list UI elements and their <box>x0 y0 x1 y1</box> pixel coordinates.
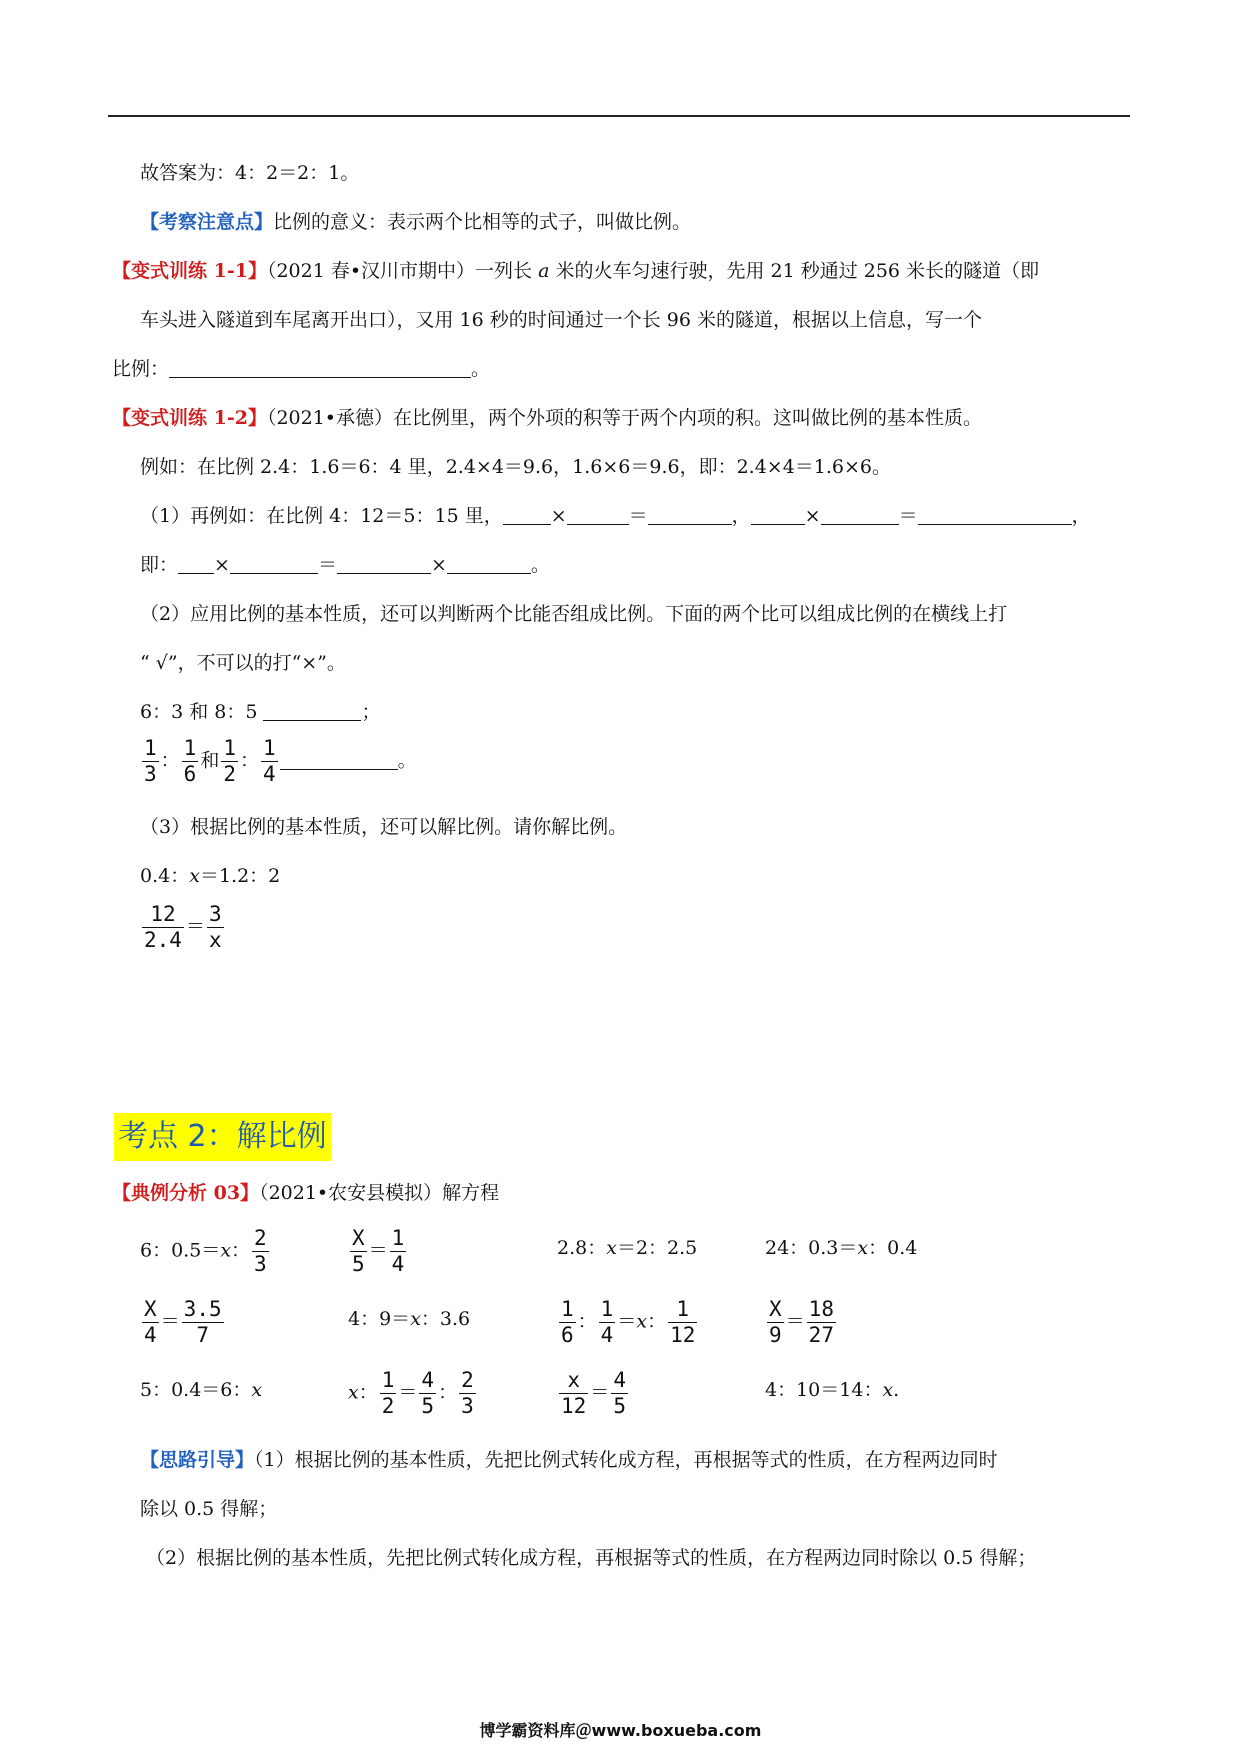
ratio-label: 比例： <box>112 358 170 380</box>
fraction <box>807 1299 836 1346</box>
numerator: 2 <box>254 1226 267 1250</box>
denominator: 9 <box>769 1323 782 1347</box>
equation-1 <box>140 1228 271 1275</box>
answer-text: 故答案为：4：2＝2：1。 <box>140 162 360 184</box>
denominator: 3 <box>461 1394 474 1418</box>
equals-sign: ＝ <box>628 505 648 527</box>
equation-11 <box>557 1370 630 1417</box>
q2-item1 <box>140 699 381 725</box>
section-2-heading: 考点 2：解比例 <box>114 1113 331 1161</box>
equals-sign: ＝ <box>590 1381 610 1404</box>
typical-example-text: （2021•农安县模拟）解方程 <box>259 1182 500 1204</box>
numerator: 1 <box>263 736 276 760</box>
denominator: 5 <box>421 1394 435 1418</box>
equation-7 <box>557 1299 699 1346</box>
denominator: 3 <box>254 1252 267 1276</box>
q3-line <box>140 814 627 840</box>
variant-1-2-line1 <box>112 405 982 431</box>
variant-1-1-line1 <box>112 258 1039 284</box>
variant-1-1-text-c: 车头进入隧道到车尾离开出口），又用 16 秒的时间通过一个长 96 米的隧道，根据以上信息，写一个 <box>140 309 983 331</box>
q3-eq1-b: ＝1.2：2 <box>199 865 281 887</box>
fraction <box>221 738 238 785</box>
colon: ： <box>231 1239 251 1262</box>
q1-blank-4[interactable] <box>751 504 805 525</box>
q1-blank-9[interactable] <box>337 553 431 574</box>
variable-x: x <box>348 1381 359 1404</box>
q3-eq1 <box>140 863 280 889</box>
period: 。 <box>471 358 491 380</box>
variant-1-1-line2 <box>140 307 982 333</box>
equals-sign: ＝ <box>617 1310 637 1333</box>
eq-text: 6：0.5＝ <box>140 1239 221 1262</box>
q2-item2 <box>140 738 417 785</box>
denominator: 5 <box>613 1394 626 1418</box>
variable-x: x <box>606 1237 617 1259</box>
example-text: 例如：在比例 2.4：1.6＝6：4 里，2.4×4＝9.6，1.6×6＝9.6，即：2.4×4＝1.6×6。 <box>140 456 892 478</box>
answer-line <box>140 160 359 186</box>
numerator: x <box>559 1370 588 1394</box>
denominator: 7 <box>196 1323 209 1347</box>
equation-5 <box>140 1299 226 1346</box>
denominator: 4 <box>144 1323 157 1347</box>
variable-x: x <box>410 1308 421 1330</box>
times-sign: × <box>214 554 230 576</box>
guide-text-1: （1）根据比例的基本性质，先把比例式转化成方程，再根据等式的性质，在方程两边同时 <box>254 1449 998 1471</box>
q1-prefix: （1）再例如：在比例 4：12＝5：15 里， <box>140 505 503 527</box>
q1-line2 <box>140 552 550 578</box>
comma: ， <box>1071 505 1091 527</box>
q1-blank-5[interactable] <box>821 504 899 525</box>
fraction <box>419 1370 436 1417</box>
fraction <box>142 1299 159 1346</box>
q1-blank-10[interactable] <box>447 553 531 574</box>
semicolon: ； <box>361 701 381 723</box>
eq-text: . <box>893 1379 900 1401</box>
colon: ： <box>438 1381 458 1404</box>
numerator: 1 <box>183 736 197 760</box>
ratio-answer-blank[interactable] <box>169 357 471 378</box>
period: 。 <box>397 749 417 772</box>
fraction <box>142 738 159 785</box>
q2-text-a: （2）应用比例的基本性质，还可以判断两个比能否组成比例。下面的两个比可以组成比例的在横线上打 <box>140 603 1008 625</box>
equation-2 <box>348 1228 408 1275</box>
eq-text: 4：10＝14： <box>765 1379 883 1401</box>
denominator: x <box>208 928 222 952</box>
denominator: 2 <box>223 762 236 786</box>
equation-4 <box>765 1235 917 1261</box>
comma: ， <box>731 505 751 527</box>
numerator: 1 <box>381 1368 395 1392</box>
note-line <box>140 209 691 235</box>
fraction <box>142 904 184 951</box>
variable-x: x <box>251 1379 263 1401</box>
eq-text: ：0.4 <box>868 1237 918 1259</box>
fraction <box>668 1299 697 1346</box>
numerator: 1 <box>144 736 157 760</box>
fraction <box>390 1228 407 1275</box>
eq-text: ：3.6 <box>420 1308 471 1330</box>
fraction <box>611 1370 628 1417</box>
fraction <box>459 1370 476 1417</box>
q1-blank-7[interactable] <box>178 553 214 574</box>
variable-x: x <box>882 1379 894 1401</box>
eq-text: 5：0.4＝6： <box>140 1379 252 1401</box>
numerator: 1 <box>600 1297 614 1321</box>
fraction <box>767 1299 784 1346</box>
denominator: 12 <box>670 1323 696 1347</box>
q1-blank-8[interactable] <box>230 553 318 574</box>
q1-line1 <box>140 503 1091 529</box>
equals-sign: ＝ <box>185 915 205 938</box>
numerator: 1 <box>668 1299 697 1323</box>
numerator: 12 <box>142 904 184 928</box>
numerator: 2 <box>461 1368 474 1392</box>
guide-text-2: 除以 0.5 得解； <box>140 1498 278 1520</box>
equation-8 <box>765 1299 838 1346</box>
colon: ： <box>647 1310 667 1333</box>
denominator: 27 <box>808 1323 834 1347</box>
q1-blank-6[interactable] <box>918 504 1072 525</box>
header-rule <box>108 115 1130 117</box>
eq-text: 4：9＝ <box>348 1308 411 1330</box>
q2-blank-2[interactable] <box>280 749 398 770</box>
denominator: 4 <box>263 762 276 786</box>
fraction <box>559 1370 588 1417</box>
typical-example-tag: 【典例分析 03】 <box>112 1182 260 1204</box>
equals-sign: ＝ <box>898 505 918 527</box>
colon: ： <box>160 749 180 772</box>
typical-example-line <box>112 1180 499 1206</box>
q2-item1-text: 6：3 和 8：5 <box>140 701 264 723</box>
variant-1-1-text-b: 米的火车匀速行驶，先用 21 秒通过 256 米长的隧道（即 <box>549 260 1040 282</box>
q1-blank-1[interactable] <box>503 504 551 525</box>
fraction <box>599 1299 616 1346</box>
variant-1-2-text: （2021•承德）在比例里，两个外项的积等于两个内项的积。这叫做比例的基本性质。 <box>266 407 983 429</box>
eq-text: 24：0.3＝ <box>765 1237 858 1259</box>
fraction <box>380 1370 397 1417</box>
denominator: 6 <box>183 762 197 786</box>
q1-blank-3[interactable] <box>648 504 732 525</box>
denominator: 5 <box>352 1252 365 1276</box>
numerator: X <box>352 1226 365 1250</box>
eq-text: ＝2：2.5 <box>616 1237 698 1259</box>
fraction <box>252 1228 269 1275</box>
guide-line1 <box>140 1447 998 1473</box>
equals-sign: ＝ <box>785 1310 805 1333</box>
eq-text: 2.8： <box>557 1237 607 1259</box>
numerator: X <box>144 1297 157 1321</box>
guide-line2 <box>140 1496 277 1522</box>
variable-x: x <box>636 1310 648 1333</box>
times-sign: × <box>430 554 447 576</box>
variant-1-1-line3 <box>112 356 490 382</box>
variant-1-1-tag: 【变式训练 1-1】 <box>112 260 267 282</box>
numerator: 1 <box>391 1226 405 1250</box>
q2-line2 <box>140 650 346 676</box>
q1-blank-2[interactable] <box>567 504 629 525</box>
equation-3 <box>557 1235 697 1261</box>
fraction <box>207 904 224 951</box>
equation-12 <box>765 1377 899 1403</box>
numerator: 1 <box>561 1297 574 1321</box>
numerator: 3 <box>208 902 222 926</box>
equals-sign: ＝ <box>160 1310 180 1333</box>
denominator: 3 <box>144 762 157 786</box>
numerator: 1 <box>223 736 236 760</box>
fraction <box>559 1299 576 1346</box>
denominator: 2.4 <box>144 928 182 952</box>
denominator: 2 <box>381 1394 395 1418</box>
times-sign: × <box>804 505 821 527</box>
period: 。 <box>530 554 550 576</box>
example-line <box>140 454 891 480</box>
equation-10 <box>348 1370 478 1417</box>
guide-text-3: （2）根据比例的基本性质，先把比例式转化成方程，再根据等式的性质，在方程两边同时除以 0.5 得解； <box>146 1547 1037 1569</box>
times-sign: × <box>550 505 567 527</box>
denominator: 4 <box>391 1252 405 1276</box>
equation-6 <box>348 1306 470 1332</box>
fraction <box>182 1299 224 1346</box>
note-tag: 【考察注意点】 <box>140 211 274 233</box>
colon: ： <box>358 1381 378 1404</box>
guide-line3 <box>146 1545 1036 1571</box>
denominator: 6 <box>561 1323 574 1347</box>
variable-x: x <box>857 1237 869 1259</box>
guide-tag: 【思路引导】 <box>140 1449 255 1471</box>
variable-x: x <box>189 865 200 887</box>
q2-blank-1[interactable] <box>263 700 361 721</box>
fraction <box>261 738 278 785</box>
numerator: X <box>769 1297 782 1321</box>
equation-9 <box>140 1377 262 1403</box>
numerator: 3.5 <box>183 1297 222 1321</box>
numerator: 4 <box>421 1368 435 1392</box>
numerator: 18 <box>808 1297 834 1321</box>
fraction <box>182 738 199 785</box>
q2-line1 <box>140 601 1007 627</box>
equals-sign: ＝ <box>398 1381 418 1404</box>
note-text: 比例的意义：表示两个比相等的式子，叫做比例。 <box>273 211 692 233</box>
colon: ： <box>577 1310 597 1333</box>
variant-1-2-tag: 【变式训练 1-2】 <box>112 407 267 429</box>
q2-text-b: “ √”，不可以的打“×”。 <box>140 652 346 674</box>
q3-eq1-a: 0.4： <box>140 865 190 887</box>
equals-sign: ＝ <box>368 1239 388 1262</box>
q1-that-is: 即： <box>140 554 179 576</box>
footer-watermark: 博学霸资料库＠www.boxueba.com <box>479 1721 762 1740</box>
colon: ： <box>240 749 260 772</box>
q3-eq2 <box>140 904 226 951</box>
denominator: 12 <box>561 1394 587 1418</box>
equals-sign: ＝ <box>317 554 337 576</box>
q3-text: （3）根据比例的基本性质，还可以解比例。请你解比例。 <box>140 816 628 838</box>
variant-1-1-text-a: （2021 春•汉川市期中）一列长 <box>266 260 539 282</box>
variable-x: x <box>220 1239 232 1262</box>
fraction <box>350 1228 367 1275</box>
numerator: 4 <box>613 1368 626 1392</box>
and-word: 和 <box>200 749 220 772</box>
denominator: 4 <box>600 1323 614 1347</box>
variable-a: a <box>538 260 550 282</box>
